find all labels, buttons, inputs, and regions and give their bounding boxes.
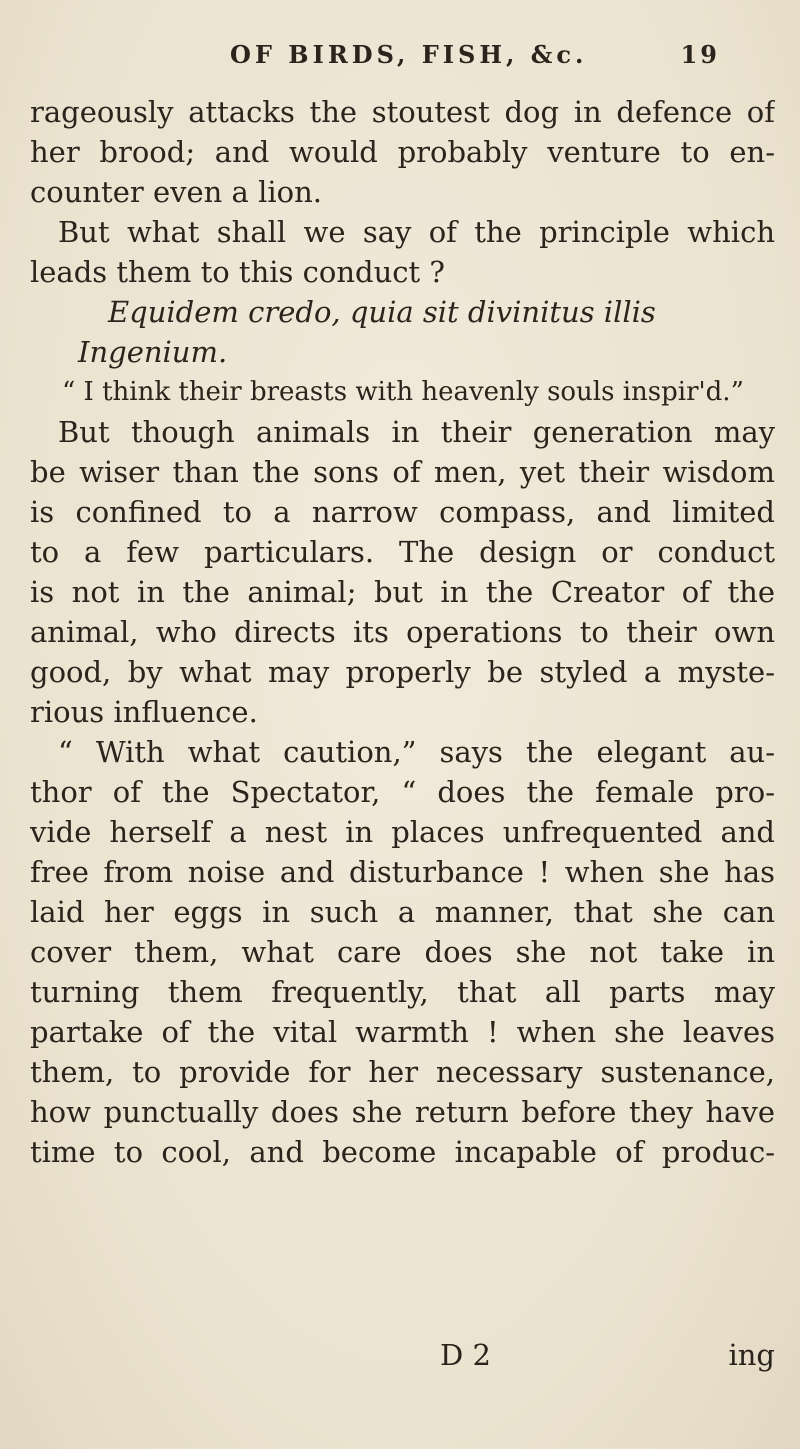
text-line: But what shall we say of the principle which	[58, 215, 775, 249]
text-line: animal, who directs its operations to their own	[30, 615, 775, 649]
text-line: thor of the Spectator, “ does the female pro-	[30, 775, 775, 809]
page-body	[30, 92, 775, 1172]
text-line: to a few particulars. The design or conduct	[30, 535, 775, 569]
text-line: rageously attacks the stoutest dog in defence of	[30, 95, 775, 129]
text-line: turning them frequently, that all parts may	[30, 975, 775, 1009]
text-line: rious influence.	[30, 695, 258, 729]
page-number: 19	[680, 40, 720, 69]
text-line: But though animals in their generation may	[58, 415, 775, 449]
text-line: be wiser than the sons of men, yet their wisdom	[30, 455, 775, 489]
text-line: them, to provide for her necessary sustenance,	[30, 1055, 775, 1089]
text-line: is not in the animal; but in the Creator of the	[30, 575, 775, 609]
text-line: partake of the vital warmth ! when she leaves	[30, 1015, 775, 1049]
text-line: is confined to a narrow compass, and limited	[30, 495, 775, 529]
text-line: her brood; and would probably venture to en-	[30, 135, 775, 169]
running-title: OF BIRDS, FISH, &c.	[230, 40, 588, 69]
text-line: cover them, what care does she not take in	[30, 935, 775, 969]
text-line: laid her eggs in such a manner, that she can	[30, 895, 775, 929]
page-footer	[30, 1338, 775, 1372]
text-line: vide herself a nest in places unfrequented and	[30, 815, 775, 849]
page-header	[190, 40, 720, 69]
latin-quotation: Ingenium.	[78, 335, 228, 369]
text-line: how punctually does she return before they have	[30, 1095, 775, 1129]
text-line: time to cool, and become incapable of produc-	[30, 1135, 775, 1169]
verse-translation: “ I think their breasts with heavenly souls inspir'd.”	[62, 377, 744, 407]
text-line: free from noise and disturbance ! when she has	[30, 855, 775, 889]
text-line: “ With what caution,” says the elegant au-	[58, 735, 775, 769]
signature-mark: D 2	[440, 1338, 491, 1372]
latin-quotation: Equidem credo, quia sit divinitus illis	[108, 295, 656, 329]
text-line: good, by what may properly be styled a myste-	[30, 655, 775, 689]
text-line: counter even a lion.	[30, 175, 322, 209]
catchword: ing	[728, 1338, 775, 1372]
text-line: leads them to this conduct ?	[30, 255, 445, 289]
